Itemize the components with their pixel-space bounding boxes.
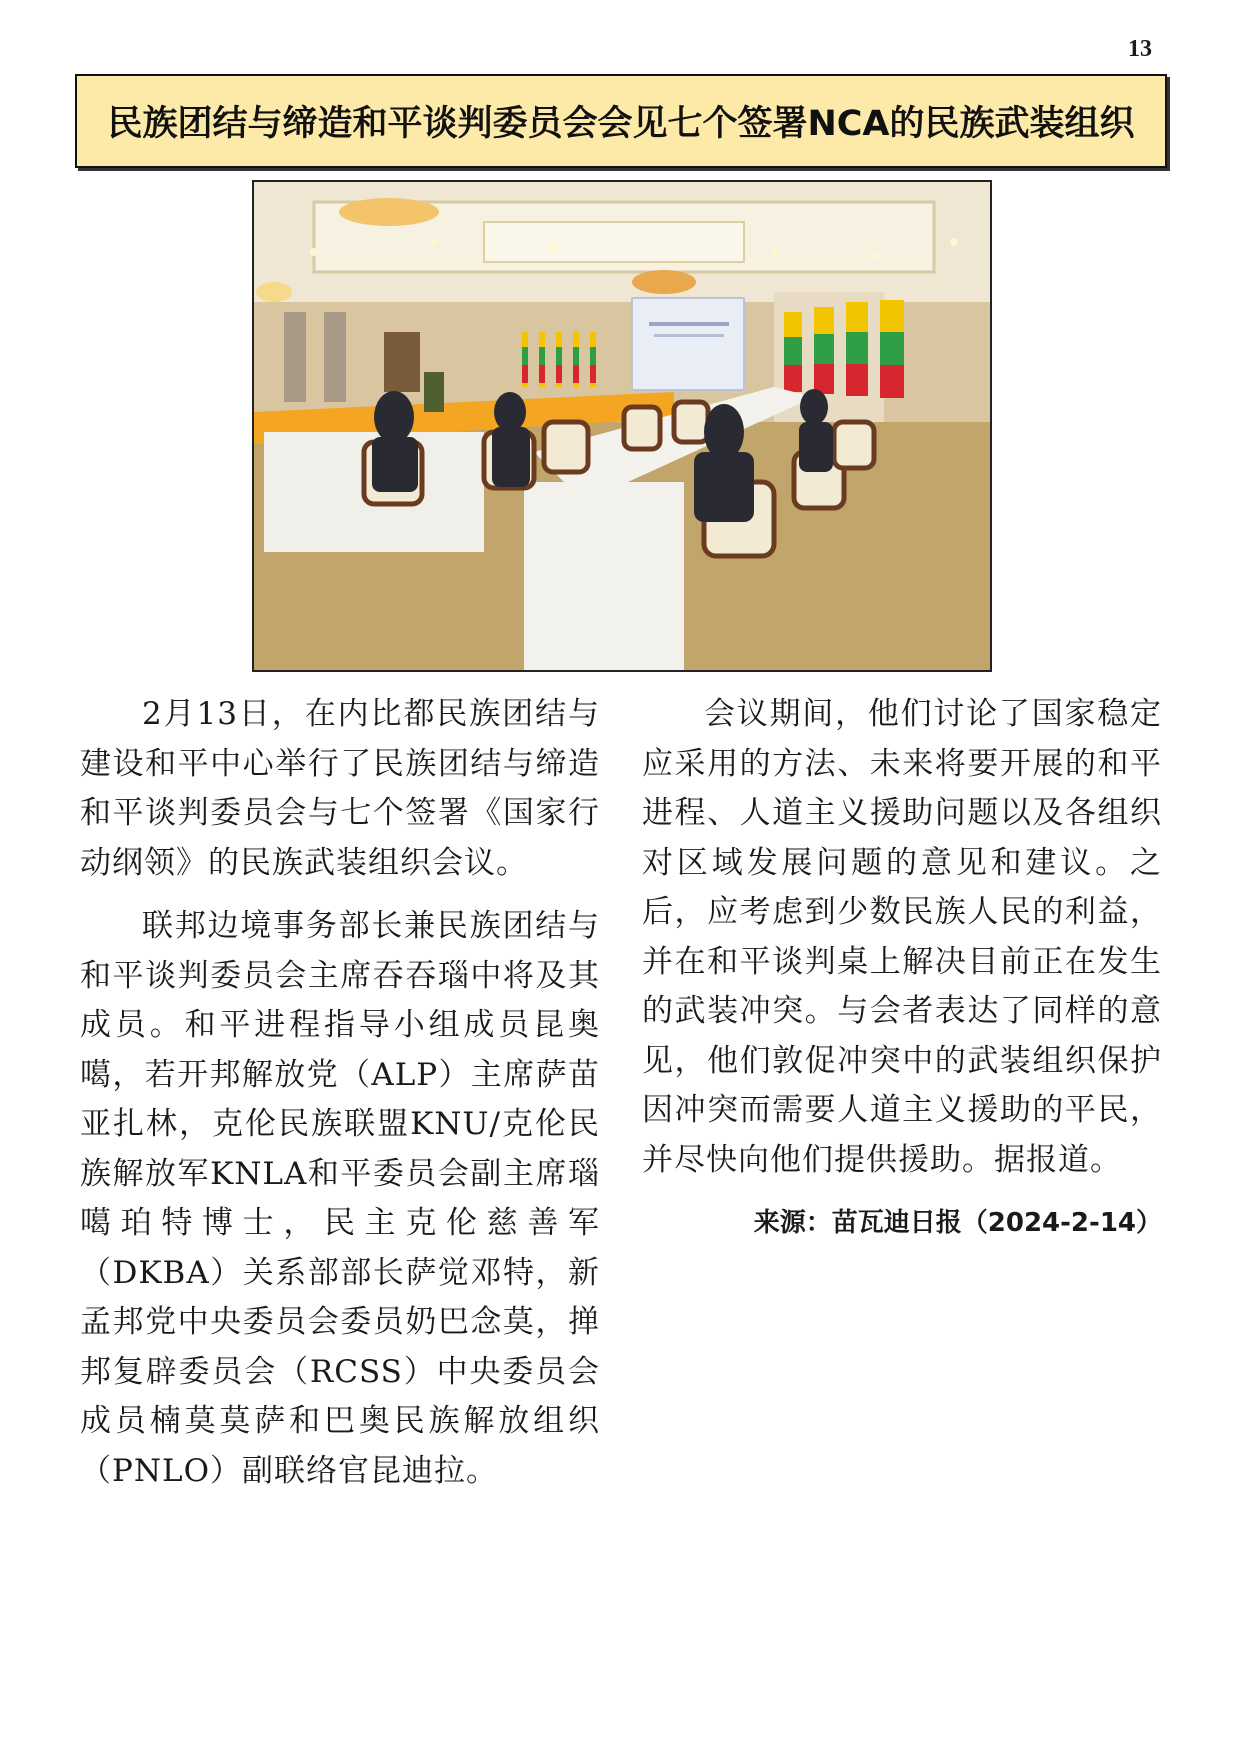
left-column — [80, 690, 600, 1510]
page-number: 13 — [1128, 36, 1152, 62]
left-paragraph-1: 2月13日，在内比都民族团结与建设和平中心举行了民族团结与缔造和平谈判委员会与七个签署《国家行动纲领》的民族武装组织会议。 — [80, 696, 600, 881]
article-headline: 民族团结与缔造和平谈判委员会会见七个签署NCA的民族武装组织 — [107, 104, 1135, 144]
source-line: 来源：苗瓦迪日报（2024-2-14） — [753, 1208, 1162, 1238]
headline-box — [75, 74, 1167, 168]
left-paragraph-2: 联邦边境事务部长兼民族团结与和平谈判委员会主席吞吞瑙中将及其成员。和平进程指导小组成员昆奥噶，若开邦解放党（ALP）主席萨苗亚扎林，克伦民族联盟KNU/克伦民族解放军KNLA和平委员会副主席瑙噶珀特博士，民主克伦慈善军（DKBA）关系部部长萨觉邓特，新孟邦党中央委员会委员奶巴念莫，掸邦复辟委员会（RCSS）中央委员会成员楠莫莫萨和巴奥民族解放组织（PNLO）副联络官昆迪拉。 — [80, 908, 600, 1489]
right-column — [642, 690, 1162, 1249]
right-paragraph-1: 会议期间，他们讨论了国家稳定应采用的方法、未来将要开展的和平进程、人道主义援助问题以及各组织对区域发展问题的意见和建议。之后，应考虑到少数民族人民的利益，并在和平谈判桌上解决目前正在发生的武装冲突。与会者表达了同样的意见，他们敦促冲突中的武装组织保护因冲突而需要人道主义援助的平民，并尽快向他们提供援助。据报道。 — [642, 696, 1162, 1178]
meeting-photo — [252, 180, 992, 672]
